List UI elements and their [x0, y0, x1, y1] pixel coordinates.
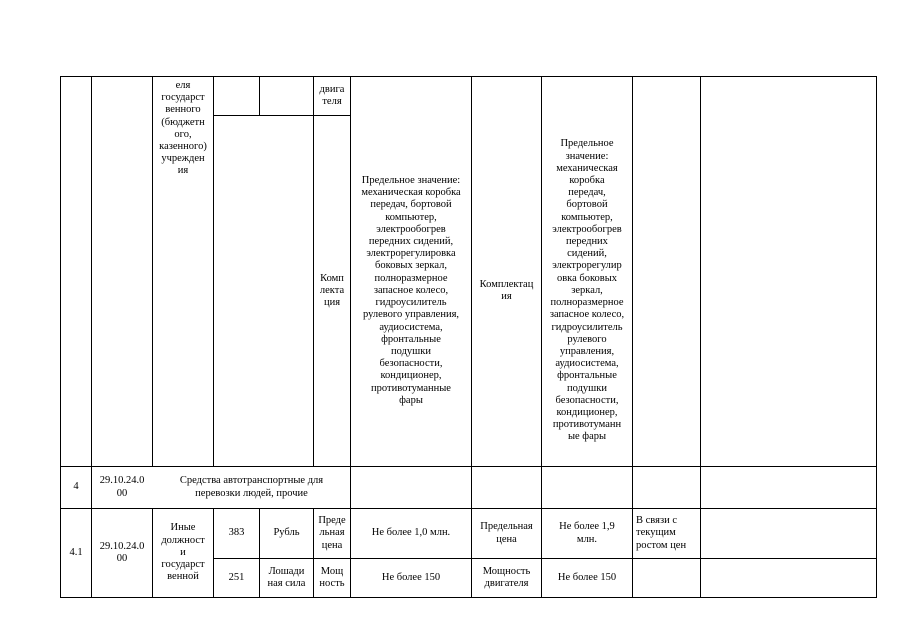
row41-reason: В связи с текущим ростом цен: [636, 515, 687, 551]
cell-equipment-limit: Предельное значение: механическая коробка передач, бортовой компьютер, электрообогрев передних сидений, электрорегулировка боковых зеркал, полноразмерное запасное колесо, гидроусилитель рулевого управления, аудиосистема, фронтальные подушки безопасности, кондиционер, противотуманные фары: [361, 175, 461, 406]
cell-equipment-label: Комп лекта ция: [319, 272, 345, 309]
row4-code: 29.10.24.0 00: [99, 475, 145, 499]
row41-power-char2: Мощность двигателя: [482, 565, 531, 589]
row41-price-value2: Не более 1,9 млн.: [559, 521, 615, 545]
row41-power-okei: 251: [228, 571, 245, 583]
table-border-top: [60, 76, 877, 77]
col-divider: [259, 76, 260, 116]
row41-price-value: Не более 1,0 млн.: [371, 527, 451, 539]
row41-power-value: Не более 150: [381, 571, 441, 583]
col-divider: [632, 76, 633, 598]
row41-position: Иные должност и государст венной: [161, 522, 205, 583]
row41-number: 4.1: [69, 546, 83, 558]
col-divider: [700, 76, 701, 598]
row41-code: 29.10.24.0 00: [99, 540, 145, 564]
col-divider: [213, 76, 214, 466]
cell-employee-category: еля государст венного (бюджетн ого, казенного) учрежден ия: [159, 80, 207, 177]
row41-price-okei: 383: [228, 527, 245, 539]
cell-equipment-label-2: Комплектац ия: [479, 278, 534, 302]
table-border-bottom: [60, 597, 877, 598]
row41-price-char2: Предельная цена: [480, 521, 533, 545]
row4-number: 4: [73, 481, 79, 493]
row41-price-char: Преде льная цена: [318, 515, 346, 551]
row41-power-char: Мощ ность: [319, 565, 345, 589]
cell-equipment-limit-2: Предельное значение: механическая коробка передач, бортовой компьютер, электрообогрев передних сидений, электрорегулир овка боковых зеркал, полноразмерное запасное колесо, гидроусилитель рулевого управления, аудиосистема, фронтальные подушки безопасности, кондиционер, противотуманн ые фары: [549, 138, 625, 443]
row41-power-value2: Не более 150: [557, 571, 617, 583]
row4-name: Средства автотранспортные для перевозки людей, прочие: [179, 475, 324, 499]
row41-price-unit: Рубль: [273, 527, 300, 539]
cell-engine-label: двига теля: [319, 83, 345, 107]
table-border-right: [876, 76, 877, 598]
row41-power-unit: Лошади ная сила: [267, 565, 306, 589]
